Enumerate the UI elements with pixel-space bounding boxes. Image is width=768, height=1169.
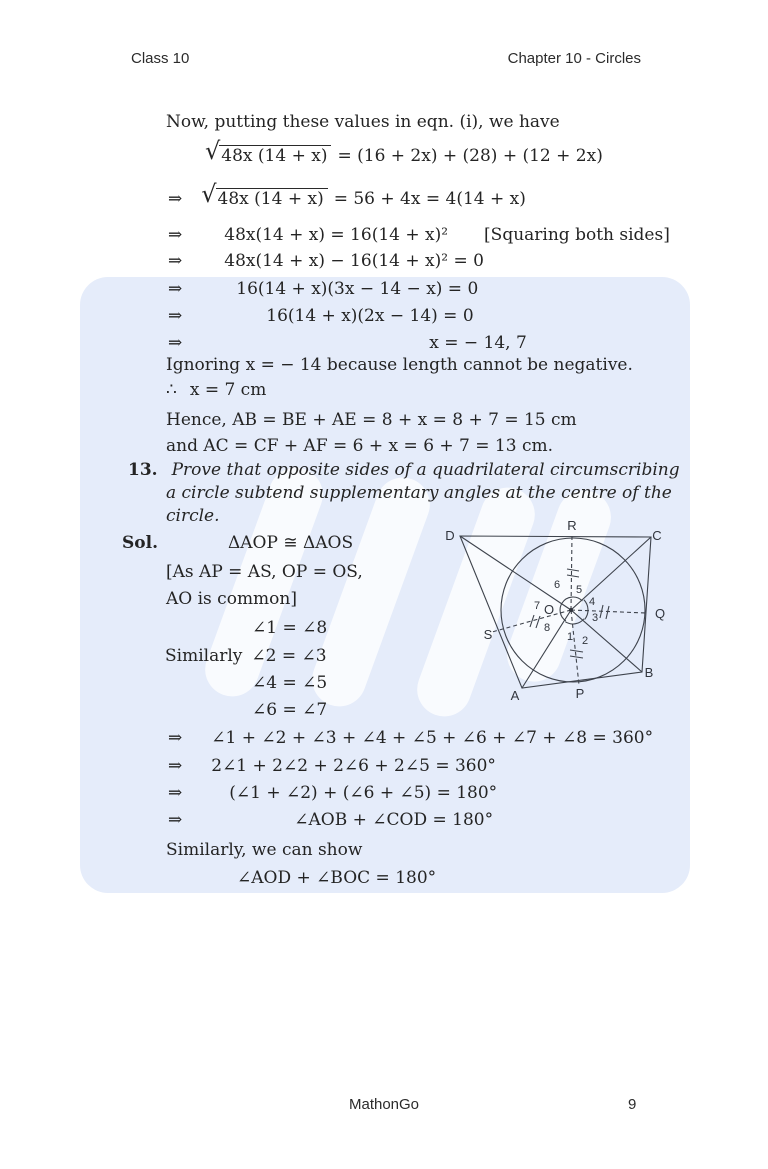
angle-equality: ∠4 = ∠5 (252, 673, 328, 693)
equation-line (168, 278, 478, 300)
vertex-label-D: D (445, 528, 455, 543)
equal-radius-tick-R (567, 569, 579, 577)
implies-arrow: ⇒ (168, 756, 183, 776)
angle-number-6: 6 (553, 579, 561, 591)
equation-expr: ∠1 + ∠2 + ∠3 + ∠4 + ∠5 + ∠6 + ∠7 + ∠8 = 360° (211, 728, 654, 748)
implies-arrow: ⇒ (168, 189, 183, 209)
geometry-diagram (440, 508, 680, 713)
question-line: a circle subtend supplementary angles at the centre of the (166, 483, 672, 503)
center-point (569, 608, 573, 612)
equation-expr: ∠AOB + ∠COD = 180° (294, 810, 494, 830)
equation-rhs: = (16 + 2x) + (28) + (12 + 2x) (337, 146, 603, 166)
radical-sign: √ (201, 180, 217, 208)
question-text: Prove that opposite sides of a quadrilateral circumscribing (171, 460, 680, 480)
footer-page-number: 9 (628, 1096, 637, 1113)
equal-radius-tick-P (570, 650, 583, 658)
equation-line (168, 250, 484, 272)
equation-line (168, 809, 493, 831)
tangent-label-Q: Q (654, 606, 666, 621)
solution-label: Sol. (122, 533, 158, 553)
equation-line (168, 224, 670, 246)
header-chapter: Chapter 10 - Circles (507, 50, 641, 67)
therefore-line (166, 379, 266, 401)
angle-number-2: 2 (581, 635, 589, 647)
footer-brand: MathonGo (348, 1096, 420, 1113)
question-line (128, 459, 680, 481)
therefore-symbol: ∴ (166, 380, 177, 400)
implies-arrow: ⇒ (168, 810, 183, 830)
equation-line (168, 305, 474, 327)
equation-expr: 48x(14 + x) = 16(14 + x)² (224, 225, 449, 245)
equation-line (168, 727, 653, 749)
angle-number-3: 3 (591, 612, 599, 624)
equation-expr: 48x(14 + x) − 16(14 + x)² = 0 (224, 251, 484, 271)
result-line: Hence, AB = BE + AE = 8 + x = 8 + 7 = 15 cm (166, 410, 577, 430)
angle-number-7: 7 (533, 600, 541, 612)
question-number: 13. (128, 460, 158, 480)
equation-expr: x = − 14, 7 (429, 333, 527, 353)
x-value: x = 7 cm (189, 380, 267, 400)
question-line: circle. (166, 506, 220, 526)
implies-arrow: ⇒ (168, 783, 183, 803)
angle-number-1: 1 (566, 631, 574, 643)
angle-equality-line (165, 645, 327, 667)
implies-arrow: ⇒ (168, 306, 183, 326)
equation-note: [Squaring both sides] (484, 225, 670, 245)
equation-expr: 16(14 + x)(2x − 14) = 0 (266, 306, 474, 326)
vertex-label-C: C (652, 528, 662, 543)
implies-arrow: ⇒ (168, 251, 183, 271)
header-class: Class 10 (131, 50, 190, 67)
result-line: and AC = CF + AF = 6 + x = 6 + 7 = 13 cm. (166, 436, 554, 456)
angle-equality: ∠6 = ∠7 (252, 700, 328, 720)
tangent-label-R: R (567, 518, 577, 533)
angle-arc-right (584, 600, 588, 620)
implies-arrow: ⇒ (168, 225, 183, 245)
vertex-label-A: A (510, 688, 520, 703)
implies-arrow: ⇒ (168, 279, 183, 299)
angle-equality: ∠1 = ∠8 (252, 618, 328, 638)
angle-number-8: 8 (543, 622, 551, 634)
angle-arc-bottom (565, 619, 584, 624)
equation-expr: (∠1 + ∠2) + (∠6 + ∠5) = 180° (229, 783, 498, 803)
congruence-statement: ΔAOP ≅ ΔAOS (228, 533, 354, 553)
equal-radius-tick-S (530, 615, 540, 628)
center-label-O: O (543, 602, 555, 617)
equation-expr: 16(14 + x)(3x − 14 − x) = 0 (236, 279, 479, 299)
equation-line (168, 755, 496, 777)
angle-equality: ∠2 = ∠3 (251, 646, 327, 666)
solution-start-line (122, 532, 353, 554)
tangent-label-S: S (483, 627, 493, 642)
radicand: 48x (14 + x) (216, 188, 328, 209)
equation-line (168, 332, 527, 354)
equation-line (168, 782, 497, 804)
angle-number-4: 4 (588, 596, 596, 608)
radicand: 48x (14 + x) (219, 145, 331, 166)
similarly-word: Similarly (165, 646, 243, 666)
equation-sqrt-1 (205, 137, 603, 167)
reason-line: AO is common] (166, 589, 297, 609)
implies-arrow: ⇒ (168, 728, 183, 748)
equation-sqrt-2 (168, 180, 526, 210)
intro-line: Now, putting these values in eqn. (i), we have (166, 112, 560, 132)
equation-expr: 2∠1 + 2∠2 + 2∠6 + 2∠5 = 360° (211, 756, 496, 776)
vertex-label-B: B (644, 665, 654, 680)
equal-radius-tick-Q (600, 605, 609, 619)
implies-arrow: ⇒ (168, 333, 183, 353)
radical-sign: √ (205, 137, 221, 165)
tangent-label-P: P (575, 686, 585, 701)
note-line: Ignoring x = − 14 because length cannot be negative. (166, 355, 633, 375)
text-line: Similarly, we can show (166, 840, 363, 860)
equation-rhs: = 56 + 4x = 4(14 + x) (333, 189, 526, 209)
final-equation: ∠AOD + ∠BOC = 180° (237, 868, 437, 888)
angle-number-5: 5 (575, 584, 583, 596)
reason-line: [As AP = AS, OP = OS, (166, 562, 363, 582)
